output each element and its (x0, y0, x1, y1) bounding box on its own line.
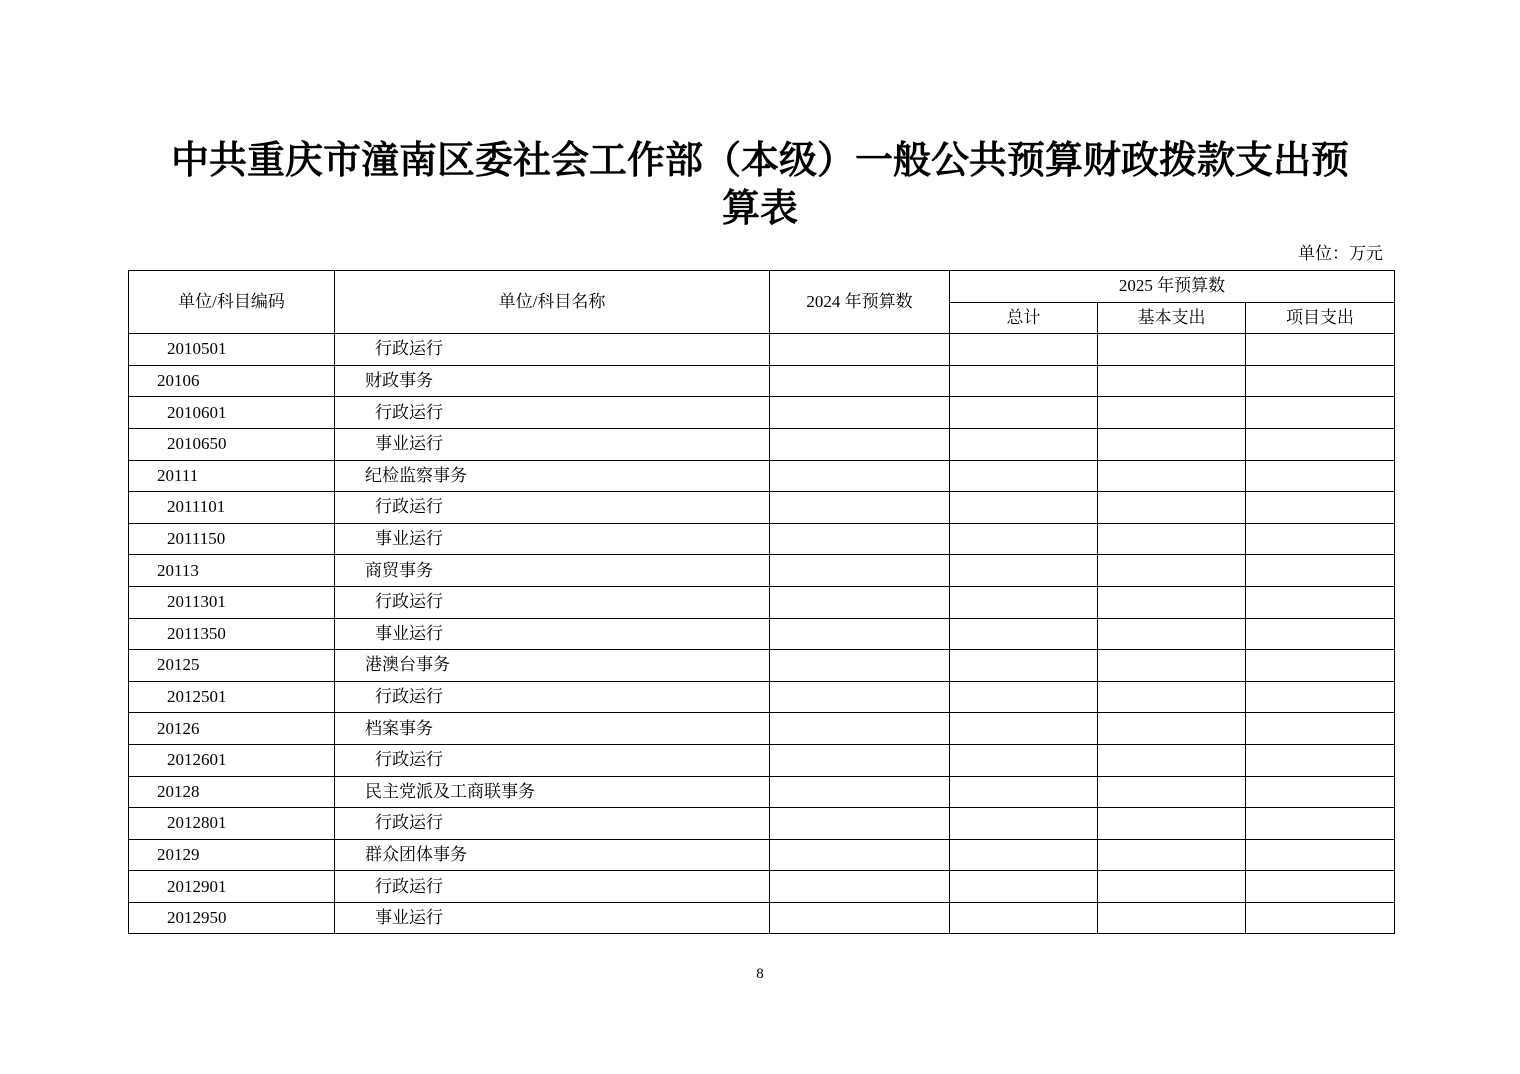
row-basic (1098, 871, 1246, 903)
row-project (1246, 334, 1395, 366)
table-row (129, 397, 1395, 429)
row-total (950, 713, 1098, 745)
row-name: 行政运行 (335, 397, 770, 429)
row-budget-2024 (770, 776, 950, 808)
row-code: 20113 (129, 555, 335, 587)
row-code: 20111 (129, 460, 335, 492)
row-code: 2012950 (129, 902, 335, 934)
row-code: 2010650 (129, 428, 335, 460)
row-code: 20125 (129, 650, 335, 682)
row-project (1246, 776, 1395, 808)
row-basic (1098, 334, 1246, 366)
row-total (950, 397, 1098, 429)
row-name: 群众团体事务 (335, 839, 770, 871)
row-project (1246, 808, 1395, 840)
row-budget-2024 (770, 586, 950, 618)
row-total (950, 618, 1098, 650)
row-budget-2024 (770, 713, 950, 745)
row-basic (1098, 397, 1246, 429)
row-basic (1098, 523, 1246, 555)
page-number: 8 (756, 966, 764, 982)
row-code: 2011350 (129, 618, 335, 650)
row-total (950, 744, 1098, 776)
row-project (1246, 492, 1395, 524)
row-code: 2011101 (129, 492, 335, 524)
header-name: 单位/科目名称 (335, 271, 770, 334)
row-basic (1098, 618, 1246, 650)
row-budget-2024 (770, 618, 950, 650)
row-project (1246, 397, 1395, 429)
row-basic (1098, 744, 1246, 776)
table-row (129, 713, 1395, 745)
row-name: 行政运行 (335, 808, 770, 840)
row-code: 20126 (129, 713, 335, 745)
row-basic (1098, 460, 1246, 492)
row-budget-2024 (770, 808, 950, 840)
row-basic (1098, 681, 1246, 713)
row-basic (1098, 555, 1246, 587)
row-code: 2011150 (129, 523, 335, 555)
row-total (950, 681, 1098, 713)
row-total (950, 523, 1098, 555)
title-line-2: 算表 (721, 185, 798, 230)
table-row (129, 744, 1395, 776)
row-budget-2024 (770, 365, 950, 397)
row-name: 事业运行 (335, 902, 770, 934)
row-name: 商贸事务 (335, 555, 770, 587)
row-budget-2024 (770, 650, 950, 682)
row-project (1246, 650, 1395, 682)
table-row (129, 650, 1395, 682)
row-basic (1098, 428, 1246, 460)
row-budget-2024 (770, 460, 950, 492)
row-code: 20129 (129, 839, 335, 871)
row-name: 港澳台事务 (335, 650, 770, 682)
table-row (129, 365, 1395, 397)
row-basic (1098, 808, 1246, 840)
row-name: 纪检监察事务 (335, 460, 770, 492)
row-name: 行政运行 (335, 492, 770, 524)
row-code: 2011301 (129, 586, 335, 618)
row-project (1246, 713, 1395, 745)
row-basic (1098, 492, 1246, 524)
row-budget-2024 (770, 523, 950, 555)
row-total (950, 839, 1098, 871)
row-code: 2010601 (129, 397, 335, 429)
row-code: 20106 (129, 365, 335, 397)
header-budget-2025: 2025 年预算数 (950, 271, 1395, 303)
row-total (950, 650, 1098, 682)
row-total (950, 365, 1098, 397)
table-row (129, 808, 1395, 840)
row-budget-2024 (770, 744, 950, 776)
row-basic (1098, 650, 1246, 682)
row-basic (1098, 902, 1246, 934)
row-code: 2012501 (129, 681, 335, 713)
table-row (129, 902, 1395, 934)
row-name: 财政事务 (335, 365, 770, 397)
header-budget-2024: 2024 年预算数 (770, 271, 950, 334)
row-name: 行政运行 (335, 334, 770, 366)
row-basic (1098, 365, 1246, 397)
header-basic: 基本支出 (1098, 302, 1246, 334)
row-total (950, 776, 1098, 808)
table-row (129, 871, 1395, 903)
unit-label: 单位：万元 (1298, 244, 1383, 263)
row-basic (1098, 586, 1246, 618)
row-total (950, 586, 1098, 618)
row-project (1246, 871, 1395, 903)
row-total (950, 555, 1098, 587)
row-budget-2024 (770, 555, 950, 587)
row-code: 2012601 (129, 744, 335, 776)
row-budget-2024 (770, 492, 950, 524)
table-body (129, 334, 1395, 934)
row-basic (1098, 713, 1246, 745)
table-row (129, 618, 1395, 650)
row-budget-2024 (770, 397, 950, 429)
row-total (950, 428, 1098, 460)
table-row (129, 586, 1395, 618)
row-project (1246, 902, 1395, 934)
row-project (1246, 586, 1395, 618)
table-row (129, 681, 1395, 713)
header-total: 总计 (950, 302, 1098, 334)
page-title (120, 136, 1400, 232)
row-basic (1098, 839, 1246, 871)
row-budget-2024 (770, 871, 950, 903)
row-total (950, 460, 1098, 492)
table-row (129, 460, 1395, 492)
row-project (1246, 744, 1395, 776)
row-basic (1098, 776, 1246, 808)
row-budget-2024 (770, 428, 950, 460)
row-total (950, 808, 1098, 840)
row-project (1246, 555, 1395, 587)
table-row (129, 428, 1395, 460)
row-project (1246, 839, 1395, 871)
row-project (1246, 523, 1395, 555)
row-code: 2010501 (129, 334, 335, 366)
row-name: 事业运行 (335, 523, 770, 555)
row-budget-2024 (770, 334, 950, 366)
row-code: 2012801 (129, 808, 335, 840)
row-name: 事业运行 (335, 428, 770, 460)
table-row (129, 523, 1395, 555)
row-name: 行政运行 (335, 681, 770, 713)
table-row (129, 776, 1395, 808)
row-budget-2024 (770, 902, 950, 934)
header-project: 项目支出 (1246, 302, 1395, 334)
row-total (950, 871, 1098, 903)
row-total (950, 902, 1098, 934)
table-row (129, 492, 1395, 524)
row-total (950, 492, 1098, 524)
title-line-1: 中共重庆市潼南区委社会工作部（本级）一般公共预算财政拨款支出预 (170, 137, 1349, 182)
row-project (1246, 365, 1395, 397)
row-name: 民主党派及工商联事务 (335, 776, 770, 808)
row-budget-2024 (770, 681, 950, 713)
row-project (1246, 428, 1395, 460)
row-project (1246, 460, 1395, 492)
row-project (1246, 681, 1395, 713)
row-code: 20128 (129, 776, 335, 808)
row-name: 档案事务 (335, 713, 770, 745)
table-row (129, 839, 1395, 871)
row-code: 2012901 (129, 871, 335, 903)
table-row (129, 555, 1395, 587)
header-code: 单位/科目编码 (129, 271, 335, 334)
row-project (1246, 618, 1395, 650)
row-name: 行政运行 (335, 744, 770, 776)
row-budget-2024 (770, 839, 950, 871)
row-name: 行政运行 (335, 586, 770, 618)
row-name: 行政运行 (335, 871, 770, 903)
budget-table (128, 270, 1395, 934)
table-row (129, 334, 1395, 366)
row-total (950, 334, 1098, 366)
row-name: 事业运行 (335, 618, 770, 650)
